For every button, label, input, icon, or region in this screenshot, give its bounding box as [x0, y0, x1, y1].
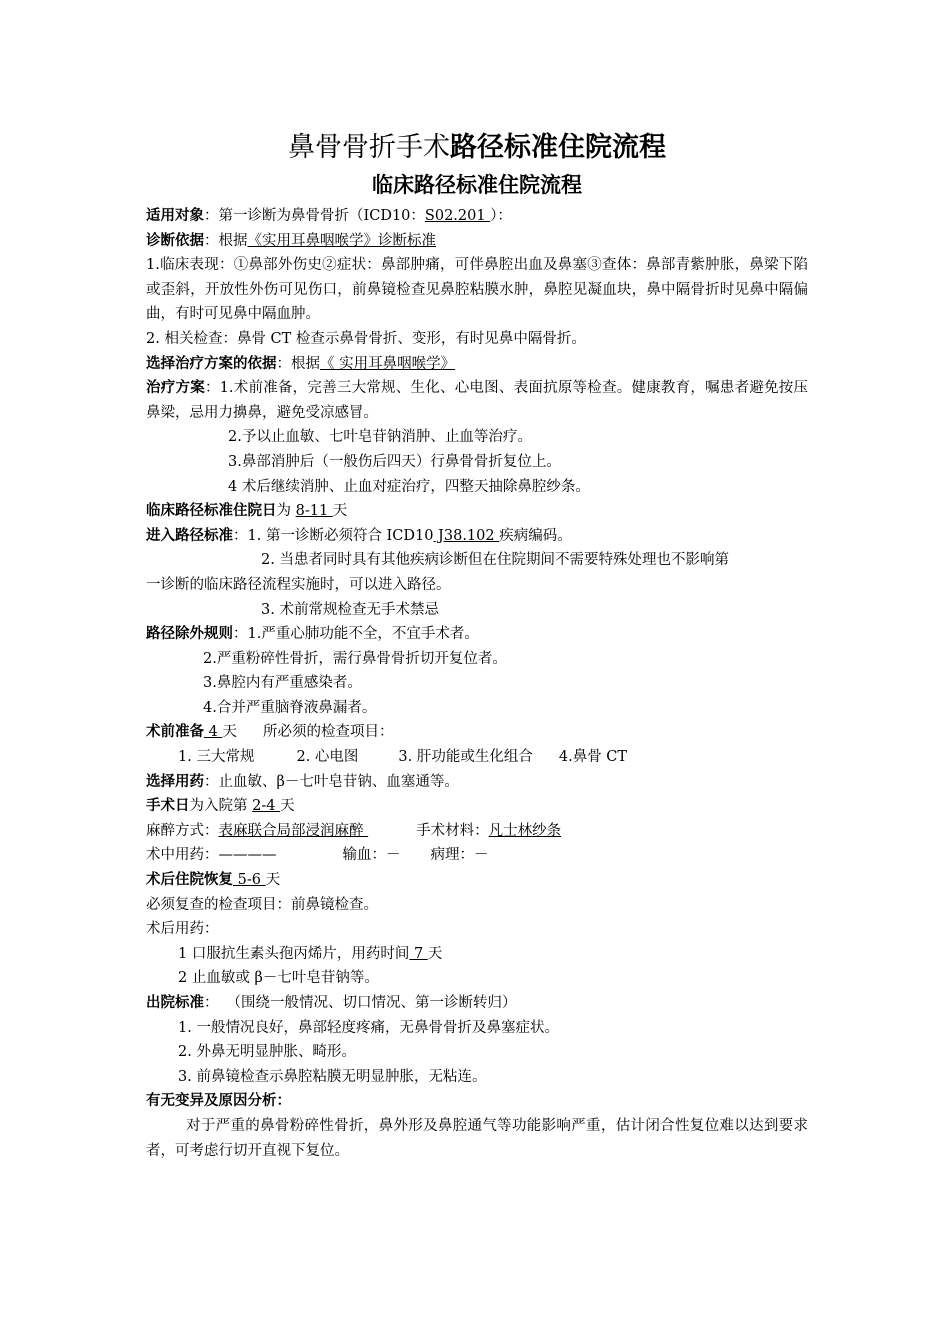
variation-text: 对于严重的鼻骨粉碎性骨折，鼻外形及鼻腔通气等功能影响严重，估计闭合性复位难以达到要求者，可考虑行切开直视下复位。	[146, 1117, 808, 1159]
anesthesia-line: 麻醉方式：表麻联合局部浸润麻醉 手术材料：凡士林纱条	[146, 822, 562, 839]
treatment-item: 4 术后继续消肿、止血对症治疗，四整天抽除鼻腔纱条。	[228, 478, 590, 495]
applicable-target: 适用对象：第一诊断为鼻骨骨折（ICD10：S02.201 ）：	[146, 208, 512, 224]
recheck-items: 必须复查的检查项目：前鼻镜检查。	[146, 896, 378, 913]
page-subtitle: 临床路径标准住院流程	[372, 173, 582, 197]
preop-item: 1. 三大常规	[178, 749, 255, 766]
exclusion-item: 2.严重粉碎性骨折，需行鼻骨骨折切开复位者。	[203, 650, 507, 667]
postop-drug-item: 1 口服抗生素头孢丙烯片，用药时间 7 天	[178, 945, 443, 962]
entry-item: 2. 当患者同时具有其他疾病诊断但在住院期间不需要特殊处理也不影响第	[261, 552, 729, 569]
preop-items	[146, 745, 808, 770]
treatment-plan: 治疗方案：1.术前准备，完善三大常规、生化、心电图、表面抗原等检查。健康教育，嘱患者避免按压鼻梁，忌用力擤鼻，避免受凉感冒。	[146, 380, 809, 421]
entry-item: 3. 术前常规检查无手术禁忌	[261, 601, 439, 618]
preop-item: 2. 心电图	[296, 749, 359, 766]
discharge-criteria: 出院标准： （围绕一般情况、切口情况、第一诊断转归）	[146, 995, 517, 1011]
document-page	[146, 128, 808, 1163]
variation-label: 有无变异及原因分析：	[146, 1093, 291, 1110]
discharge-item: 2. 外鼻无明显肿胀、畸形。	[178, 1044, 356, 1061]
postop-drugs-label: 术后用药：	[146, 921, 219, 938]
related-exam: 2. 相关检查：鼻骨 CT 检查示鼻骨骨折、变形，有时见鼻中隔骨折。	[146, 330, 586, 347]
clinical-manifestation: 1.临床表现：①鼻部外伤史②症状：鼻部肿痛，可伴鼻腔出血及鼻塞③查体：鼻部青紫肿胀，鼻梁下陷或歪斜，开放性外伤可见伤口，前鼻镜检查见鼻腔粘膜水肿，鼻腔见凝血块，鼻中隔骨折时见鼻中隔偏曲，有时可见鼻中隔血肿。	[146, 257, 808, 323]
preop-item: 4.鼻骨 CT	[558, 749, 628, 766]
preop-prep: 术前准备 4 天 所必须的检查项目：	[146, 724, 394, 741]
discharge-item: 3. 前鼻镜检查示鼻腔粘膜无明显肿胀，无粘连。	[178, 1068, 487, 1085]
diagnosis-basis: 诊断依据：根据《实用耳鼻咽喉学》诊断标准	[146, 232, 436, 249]
standard-stay: 临床路径标准住院日为 8-11 天	[146, 503, 348, 520]
preop-item: 3. 肝功能或生化组合	[398, 749, 533, 766]
discharge-item: 1. 一般情况良好，鼻部轻度疼痛，无鼻骨骨折及鼻塞症状。	[178, 1019, 559, 1036]
postop-drug-item: 2 止血敏或 β－七叶皂苷钠等。	[178, 970, 379, 987]
exclusion-item: 4.合并严重脑脊液鼻漏者。	[203, 699, 377, 716]
page-title: 鼻骨骨折手术路径标准住院流程	[288, 132, 666, 163]
treatment-basis: 选择治疗方案的依据：根据《 实用耳鼻咽喉学》	[146, 355, 456, 372]
entry-item-cont: 一诊断的临床路径流程实施时，可以进入路径。	[146, 576, 451, 593]
medication-selection: 选择用药：止血敏、β－七叶皂苷钠、血塞通等。	[146, 773, 459, 790]
exclusion-rules: 路径除外规则：1.严重心肺功能不全，不宜手术者。	[146, 626, 479, 643]
postop-recovery: 术后住院恢复 5-6 天	[146, 872, 281, 889]
entry-criteria: 进入路径标准：1. 第一诊断必须符合 ICD10 J38.102 疾病编码。	[146, 527, 572, 544]
treatment-item: 3.鼻部消肿后（一般伤后四天）行鼻骨骨折复位上。	[228, 453, 561, 470]
intraop-line: 术中用药：———— 输血：－ 病理：－	[146, 847, 489, 864]
exclusion-item: 3.鼻腔内有严重感染者。	[203, 675, 362, 692]
surgery-day: 手术日为入院第 2-4 天	[146, 798, 295, 815]
treatment-item: 2.予以止血敏、七叶皂苷钠消肿、止血等治疗。	[228, 429, 532, 446]
